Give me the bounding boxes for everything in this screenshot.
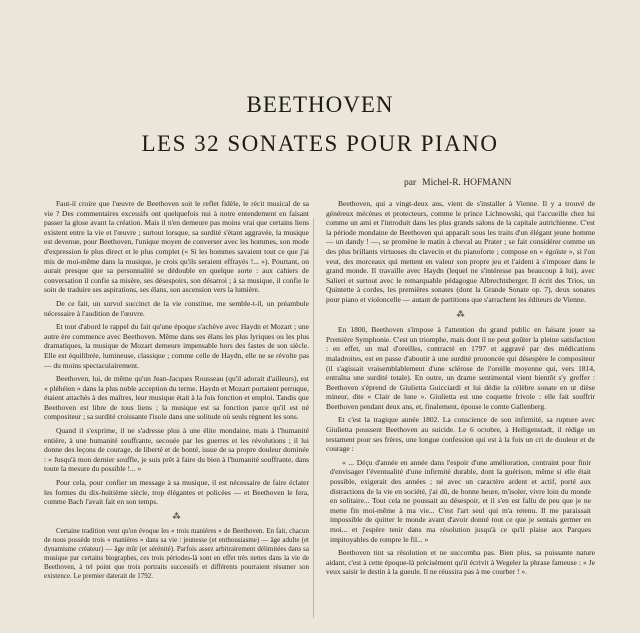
paragraph: Beethoven tint sa résolution et ne succomba pas. Bien plus, sa puissante nature aidant, c'est à cette époque-là précisément qu'il écrivit à Wegeler la phrase fameuse : « Je veux saisir le destin à la gueule. Il ne réussira pas à me courber ! ». xyxy=(326,548,595,577)
paragraph: Faut-il croire que l'œuvre de Beethoven soit le reflet fidèle, le récit musical de sa vie ? Des commentaires excessifs ont quelquefois nui à notre entendement en faisant passer la glose avant la création. Mais il n'en demeure pas moins vrai que certains liens existent entre la vie et l'œuvre ; surtout lorsque, sa surdité s'étant aggravée, la musique est devenue, pour Beethoven, l'unique moyen de converser avec les hommes, son mode d'expression le plus direct et le plus complet (« Si les hommes savaient tout ce que j'ai mis de moi-même dans la musique, je crois qu'ils seraient effrayés !... »). Pourtant, on aurait presque que sa personnalité se dédouble en quelque sorte : aux cahiers de conversation il confie sa misère, ses désespoirs, son désarroi ; à sa musique, il confie le soin de traduire ses aspirations, ses élans, son ascension vers la lumière. xyxy=(44,199,309,295)
column-divider xyxy=(313,218,314,618)
section-separator: ⁂ xyxy=(456,309,465,319)
paragraph: Quand il s'exprime, il ne s'adresse plus à une élite mondaine, mais à l'humanité entière, à une humanité souffrante, secouée par les guerres et les révolutions ; il lui donne des leçons de courage, de liberté et de bonté, issue de sa propre douleur dominée : « Jusqu'à mon dernier souffle, je suis prêt à faire du bien à l'humanité souffrante, dans toute la mesure du possible !... » xyxy=(44,426,309,474)
left-column xyxy=(44,199,309,585)
paragraph: Et tout d'abord le rappel du fait qu'une époque s'achève avec Haydn et Mozart ; une autre ère commence avec Beethoven. Même dans ses élans les plus lyriques ou les plus dramatiques, la musique de Mozart demeure impensable hors des fastes de son siècle. Elle est équilibrée, lumineuse, classique ; comme celle de Haydn, elle ne se révolte pas — du moins spectaculairement. xyxy=(44,322,309,370)
paragraph: Et c'est la tragique année 1802. La conscience de son infirmité, sa rupture avec Giulietta poussent Beethoven au suicide. Le 6 octobre, à Heiligenstadt, il rédige un testament pour ses frères, une longue confession qui est à la fois un cri de douleur et de courage : xyxy=(326,415,595,454)
paragraph: Beethoven, lui, de même qu'un Jean-Jacques Rousseau (qu'il adorait d'ailleurs), est « pléhéien » dans la plus noble acception du terme. Haydn et Mozart portaient perruque, étaient attachés à des maîtres, leur musique était à la fois fonction et emploi. Tandis que Beethoven est libre de tous liens ; la musique est sa fonction parce qu'il est né compositeur ; sa surdité croissante l'isole dans une solitude où seuls règnent les sons. xyxy=(44,374,309,422)
section-separator: ⁂ xyxy=(172,511,181,521)
right-column xyxy=(326,199,595,581)
by-prefix: par xyxy=(404,178,417,188)
composer-heading: BEETHOVEN xyxy=(246,92,394,117)
quotation: « ... Déçu d'année en année dans l'espoir d'une amélioration, contraint pour finir d'envisager l'éventualité d'une infirmité durable, dont la guérison, même si elle était possible, exigerait des années ; né avec un caractère ardent et actif, porté aux distractions de la vie en société, j'ai dû, de bonne heure, m'isoler, vivre loin du monde en solitaire... Tout cela ne poussait au désespoir, et il s'en est fallu de peu que je ne mette fin moi-même à ma vie... C'est l'art seul qui m'a retenu. Il me paraissait impossible de quitter le monde avant d'avoir donné tout ce que je sentais germer en moi... et j'espère tenir dans ma résolution jusqu'à ce qu'il plaise aux Parques impitoyables de rompre le fil... » xyxy=(330,457,591,544)
paragraph: En 1800, Beethoven s'impose à l'attention du grand public en faisant jouer sa Première Symphonie. C'est un triomphe, mais dont il ne peut goûter la pleine satisfaction : en effet, un mal d'oreilles, contracté en 1797 et aggravé par des médications maladroites, est en passe d'aboutir à une surdité prononcée qui désespère le compositeur (il s'agissait vraisemblablement d'une sclérose de l'oreille moyenne qui, vers 1814, entraîna une surdité totale). En outre, un drame sentimental vient bientôt s'y greffer : Beethoven s'éprend de Giulietta Guicciardi et lui dédie la célèbre sonate en ut dièse mineur, dite « Clair de lune ». Giulietta est une coquette frivole : elle fait souffrir Beethoven pendant deux ans, et, finalement, épouse le comte Gallenberg. xyxy=(326,325,595,411)
paragraph: Certaine tradition veut qu'on évoque les « trois manières » de Beethoven. En fait, chacun de nous possède trois « manières » dans sa vie : jeunesse (et enthousiasme) — âge adulte (et dynamisme créateur) — âge mûr (et sérénité). Parfois assez arbitrairement délimitées dans sa musique par certains biographes, ces trois périodes-là sont en effet très nettes dans la vie de Beethoven, à tel point que trois portraits successifs et différents pourraient résumer son existence. Le premier daterait de 1792. xyxy=(44,527,309,581)
page-title: LES 32 SONATES POUR PIANO xyxy=(141,131,499,156)
paragraph: Pour cela, pour confier un message à sa musique, il est nécessaire de faire éclater les formes du dix-huitième siècle, trop élégantes et policées — et Beethoven le fera, comme Bach l'avait fait en son temps. xyxy=(44,478,309,507)
paragraph: Beethoven, qui a vingt-deux ans, vient de s'installer à Vienne. Il y a trouvé de généreux mécènes et protecteurs, comme le prince Lichnowski, qui l'accueille chez lui comme un ami et l'introduit dans les plus grands salons de la capitale autrichienne. C'est la période mondaine de Beethoven qui apparaît sous les traits d'un élégant jeune homme — un dandy ! —, se promène le matin à cheval au Prater ; se fait considérer comme un des plus brillants virtuoses du clavecin et du pianoforte ; compose en « égoïste », si l'on veut, des morceaux qui mettent en valeur son propre jeu et l'aident à s'imposer dans le grand monde. Il travaille avec Haydn (lequel ne s'intéresse pas beaucoup à lui), avec Salieri et surtout avec le remarquable pédagogue Albrechtsberger. Il écrit des Trios, un Quintette à cordes, les premières sonates (dont la Grande Sonate op. 7), deux sonates pour piano et violoncelle — autant de partitions que s'arrachent les éditeurs de Vienne. xyxy=(326,199,595,304)
author-name: Michel-R. HOFMANN xyxy=(422,178,512,188)
author-byline xyxy=(404,178,511,188)
paragraph: De ce fait, un survol succinct de la vie constitue, me semble-t-il, un préambule nécessaire à l'audition de l'œuvre. xyxy=(44,298,309,318)
